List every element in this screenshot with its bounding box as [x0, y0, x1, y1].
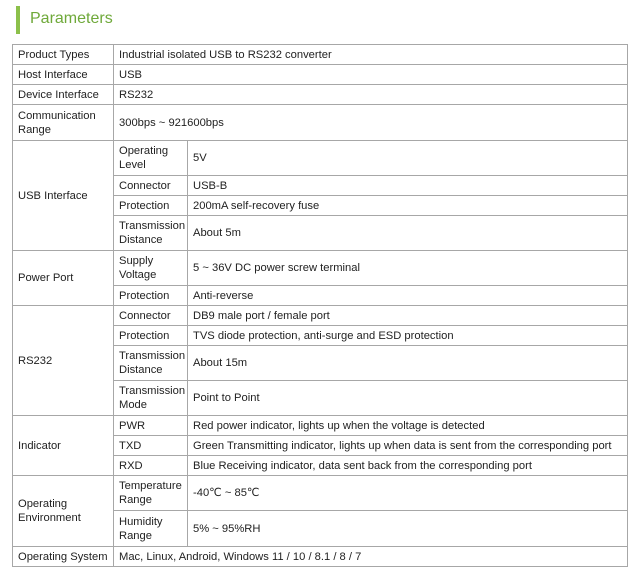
row-value-communication-range: 300bps ~ 921600bps: [114, 105, 628, 141]
sub-label-usb-connector: Connector: [114, 176, 188, 196]
parameters-table: [12, 44, 628, 567]
section-header: [0, 0, 640, 36]
sub-value-rxd: Blue Receiving indicator, data sent back from the corresponding port: [188, 456, 628, 476]
row-label-operating-system: Operating System: [13, 547, 114, 567]
sub-label-temperature-range: Temperature Range: [114, 476, 188, 511]
sub-label-supply-voltage: Supply Voltage: [114, 251, 188, 286]
sub-value-usb-protection: 200mA self-recovery fuse: [188, 196, 628, 216]
row-value-product-types: Industrial isolated USB to RS232 converter: [114, 45, 628, 65]
sub-label-usb-protection: Protection: [114, 196, 188, 216]
sub-value-rs232-connector: DB9 male port / female port: [188, 306, 628, 326]
row-label-communication-range: Communication Range: [13, 105, 114, 141]
sub-label-txd: TXD: [114, 436, 188, 456]
sub-label-humidity-range: Humidity Range: [114, 511, 188, 547]
sub-label-operating-level: Operating Level: [114, 141, 188, 176]
sub-value-rs232-protection: TVS diode protection, anti-surge and ESD protection: [188, 326, 628, 346]
sub-value-humidity-range: 5% ~ 95%RH: [188, 511, 628, 547]
header-accent-bar: [16, 6, 20, 34]
group-label-indicator: Indicator: [13, 416, 114, 476]
sub-value-operating-level: 5V: [188, 141, 628, 176]
sub-value-usb-distance: About 5m: [188, 216, 628, 251]
sub-label-rs232-distance: Transmission Distance: [114, 346, 188, 381]
sub-label-rs232-protection: Protection: [114, 326, 188, 346]
sub-label-rs232-connector: Connector: [114, 306, 188, 326]
sub-value-txd: Green Transmitting indicator, lights up when data is sent from the corresponding port: [188, 436, 628, 456]
group-label-power-port: Power Port: [13, 251, 114, 306]
sub-label-rxd: RXD: [114, 456, 188, 476]
sub-value-temperature-range: -40℃ ~ 85℃: [188, 476, 628, 511]
sub-value-supply-voltage: 5 ~ 36V DC power screw terminal: [188, 251, 628, 286]
row-value-operating-system: Mac, Linux, Android, Windows 11 / 10 / 8.1 / 8 / 7: [114, 547, 628, 567]
sub-label-rs232-mode: Transmission Mode: [114, 381, 188, 416]
sub-value-usb-connector: USB-B: [188, 176, 628, 196]
sub-value-rs232-mode: Point to Point: [188, 381, 628, 416]
sub-value-rs232-distance: About 15m: [188, 346, 628, 381]
row-label-product-types: Product Types: [13, 45, 114, 65]
sub-value-pwr: Red power indicator, lights up when the voltage is detected: [188, 416, 628, 436]
sub-label-power-protection: Protection: [114, 286, 188, 306]
sub-value-power-protection: Anti-reverse: [188, 286, 628, 306]
row-label-host-interface: Host Interface: [13, 65, 114, 85]
row-label-device-interface: Device Interface: [13, 85, 114, 105]
group-label-usb-interface: USB Interface: [13, 141, 114, 251]
sub-label-pwr: PWR: [114, 416, 188, 436]
page-title: Parameters: [30, 10, 113, 27]
group-label-operating-environment: Operating Environment: [13, 476, 114, 547]
row-value-host-interface: USB: [114, 65, 628, 85]
row-value-device-interface: RS232: [114, 85, 628, 105]
sub-label-usb-distance: Transmission Distance: [114, 216, 188, 251]
group-label-rs232: RS232: [13, 306, 114, 416]
